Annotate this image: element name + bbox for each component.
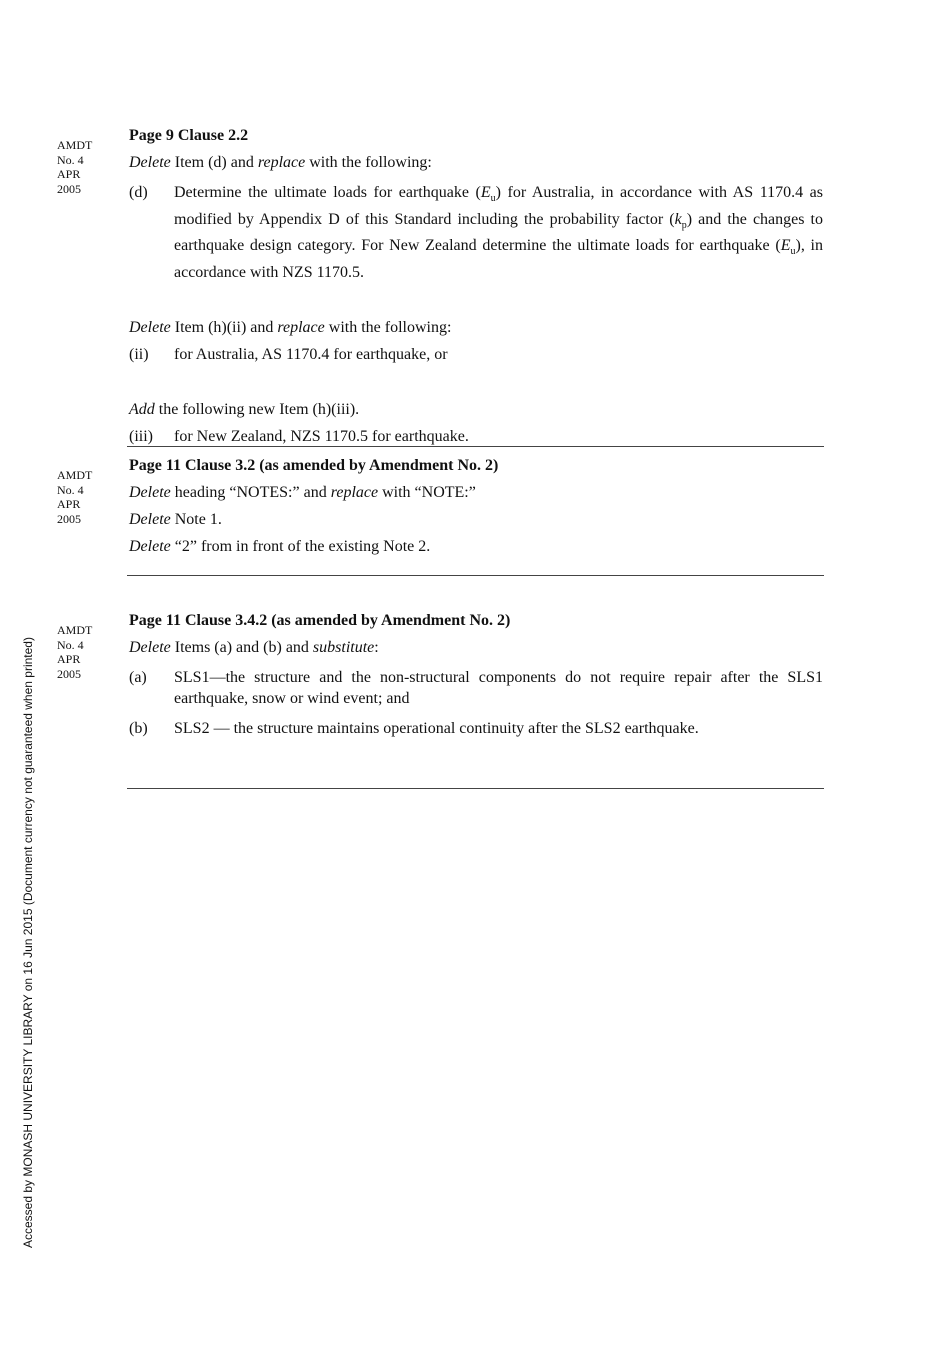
instruction: Add the following new Item (h)(iii).	[129, 401, 360, 419]
instruction: Delete Items (a) and (b) and substitute:	[129, 639, 379, 656]
amendment-margin-note-2: AMDT No. 4 APR 2005	[57, 468, 93, 526]
instruction: Delete Item (h)(ii) and replace with the following:	[129, 318, 452, 336]
section-heading: Page 9 Clause 2.2	[129, 127, 249, 144]
instruction: Delete heading “NOTES:” and replace with “NOTE:”	[129, 484, 476, 501]
amendment-margin-note-1: AMDT No. 4 APR 2005	[57, 138, 93, 196]
access-watermark: Accessed by MONASH UNIVERSITY LIBRARY on 16 Jun 2015 (Document currency not guaranteed when printed)	[21, 637, 35, 1248]
amendment-section-clause-3-4-2	[129, 611, 823, 740]
instruction: Delete “2” from in front of the existing Note 2.	[129, 538, 431, 555]
list-item-d: (d) Determine the ultimate loads for earthquake $(E_u)$ for Australia, in accordance with AS 1170.4 as modified by Appendix D of this Standard including the probability factor $(k_p)$ and the changes to earthquake design category. For New Zealand determine the ultimate loads for earthquake $(E_u)$, in accordance with NZS 1170.5.	[129, 184, 824, 282]
list-item-iii: (iii) for New Zealand, NZS 1170.5 for earthquake.	[129, 428, 469, 446]
section-divider	[127, 788, 824, 789]
section-divider	[127, 575, 824, 576]
section-divider	[127, 446, 824, 447]
list-item-b: (b) SLS2 — the structure maintains operational continuity after the SLS2 earthquake.	[129, 720, 699, 737]
section-heading: Page 11 Clause 3.4.2 (as amended by Amendment No. 2)	[129, 612, 511, 629]
amendment-margin-note-3: AMDT No. 4 APR 2005	[57, 623, 93, 681]
amendment-section-clause-3-2	[129, 456, 823, 557]
amendment-section-clause-2-2	[129, 126, 823, 448]
list-item-ii: (ii) for Australia, AS 1170.4 for earthquake, or	[129, 345, 448, 363]
list-item-a: (a) SLS1—the structure and the non-structural components do not require repair after the SLS1 earthquake, snow or wind event; and	[129, 669, 823, 707]
section-heading: Page 11 Clause 3.2 (as amended by Amendment No. 2)	[129, 457, 499, 474]
instruction: Delete Note 1.	[129, 511, 222, 528]
instruction: Delete Item (d) and replace with the following:	[129, 154, 432, 171]
